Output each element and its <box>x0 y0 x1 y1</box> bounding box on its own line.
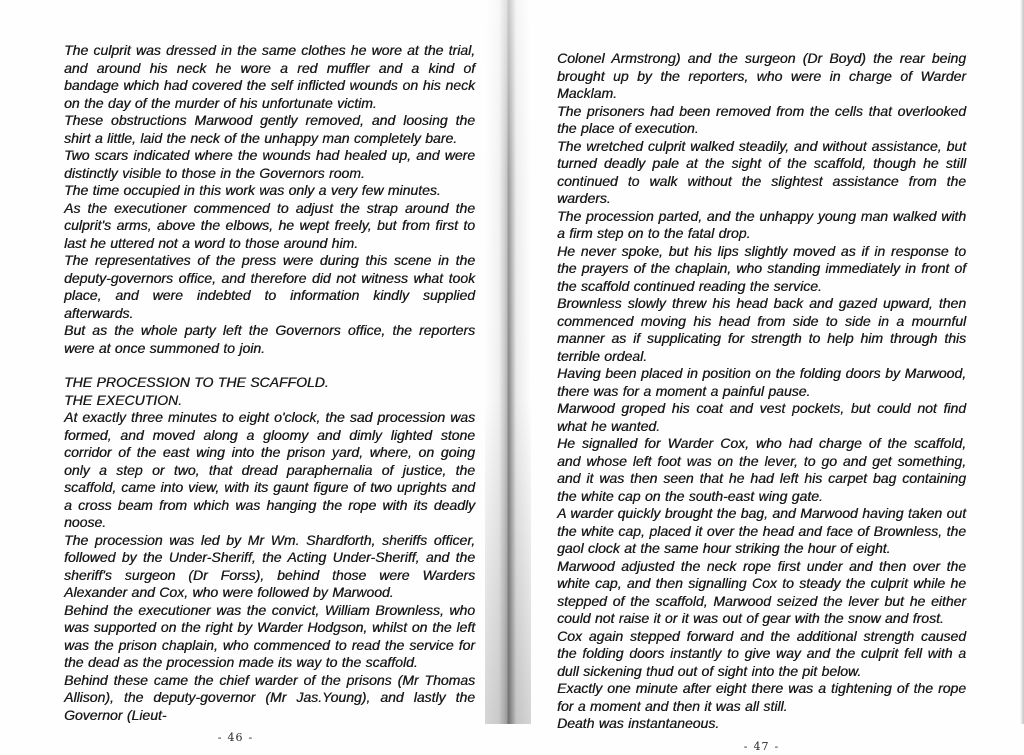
paragraph: Cox again stepped forward and the additional strength caused the folding doors instantly to give way and the culprit fell with a dull sickening thud out of sight into the pit below. <box>557 628 966 681</box>
paragraph: A warder quickly brought the bag, and Marwood having taken out the white cap, placed it over the head and face of Brownless, the gaol clock at the same hour striking the hour of eight. <box>557 505 966 558</box>
paragraph: The prisoners had been removed from the cells that overlooked the place of execution. <box>557 103 966 138</box>
paragraph: Death was instantaneous. <box>557 715 966 733</box>
paragraph: Having been placed in position on the folding doors by Marwood, there was for a moment a painful pause. <box>557 365 966 400</box>
paragraph: The time occupied in this work was only a very few minutes. <box>64 182 475 200</box>
section-heading-line1: THE PROCESSION TO THE SCAFFOLD. <box>64 374 475 392</box>
paragraph: Marwood groped his coat and vest pockets, but could not find what he wanted. <box>557 400 966 435</box>
section-heading-line2: THE EXECUTION. <box>64 392 475 410</box>
paragraph: The culprit was dressed in the same clothes he wore at the trial, and around his neck he wore a red muffler and a kind of bandage which had covered the self inflicted wounds on his neck on the day of the murder of his unfortunate victim. <box>64 42 475 112</box>
right-page <box>557 50 966 755</box>
paragraph: He signalled for Warder Cox, who had charge of the scaffold, and whose left foot was on the lever, to go and get something, and it was then seen that he had left his carpet bag containing the white cap on the south-east wing gate. <box>557 435 966 505</box>
book-binding-gutter <box>485 0 531 724</box>
paragraph: The procession parted, and the unhappy young man walked with a firm step on to the fatal drop. <box>557 208 966 243</box>
paragraph: These obstructions Marwood gently removed, and loosing the shirt a little, laid the neck of the unhappy man completely bare. <box>64 112 475 147</box>
paragraph: He never spoke, but his lips slightly moved as if in response to the prayers of the chaplain, who standing immediately in front of the scaffold continued reading the service. <box>557 243 966 296</box>
paragraph: Marwood adjusted the neck rope first under and then over the white cap, and then signalling Cox to steady the culprit while he stepped of the scaffold, Marwood seized the lever but he either could not raise it or it was out of gear with the snow and frost. <box>557 558 966 628</box>
page-number-right: - 47 - <box>557 738 966 755</box>
left-page <box>64 42 475 747</box>
paragraph: At exactly three minutes to eight o'clock, the sad procession was formed, and moved along a gloomy and dimly lighted stone corridor of the east wing into the prison yard, where, on going only a step or two, that dread paraphernalia of justice, the scaffold, came into view, with its gaunt figure of two uprights and a cross beam from which was hanging the rope with its deadly noose. <box>64 409 475 532</box>
paragraph: The procession was led by Mr Wm. Shardforth, sheriffs officer, followed by the Under-Sheriff, the Acting Under-Sheriff, and the sheriff's surgeon (Dr Forss), behind those were Warders Alexander and Cox, who were followed by Marwood. <box>64 532 475 602</box>
paragraph: As the executioner commenced to adjust the strap around the culprit's arms, above the elbows, he wept freely, but from first to last he uttered not a word to those around him. <box>64 200 475 253</box>
paragraph: Exactly one minute after eight there was a tightening of the rope for a moment and then it was all still. <box>557 680 966 715</box>
page-number-left: - 46 - <box>30 729 441 747</box>
paragraph: Brownless slowly threw his head back and gazed upward, then commenced moving his head from side to side in a mournful manner as if supplicating for strength to help him through this terrible ordeal. <box>557 295 966 365</box>
paragraph: Behind these came the chief warder of the prisons (Mr Thomas Allison), the deputy-governor (Mr Jas.Young), and lastly the Governor (Lieut- <box>64 672 475 725</box>
paragraph: Behind the executioner was the convict, William Brownless, who was supported on the right by Warder Hodgson, whilst on the left was the prison chaplain, who commenced to read the service for the dead as the procession made its way to the scaffold. <box>64 602 475 672</box>
page-right-edge-shadow <box>1020 0 1024 724</box>
paragraph: Colonel Armstrong) and the surgeon (Dr Boyd) the rear being brought up by the reporters, who were in charge of Warder Macklam. <box>557 50 966 103</box>
paragraph: The representatives of the press were during this scene in the deputy-governors office, and therefore did not witness what took place, and were indebted to information kindly supplied afterwards. <box>64 252 475 322</box>
paragraph: The wretched culprit walked steadily, and without assistance, but turned deadly pale at the sight of the scaffold, though he still continued to walk without the slightest assistance from the warders. <box>557 138 966 208</box>
paragraph: Two scars indicated where the wounds had healed up, and were distinctly visible to those in the Governors room. <box>64 147 475 182</box>
paragraph: But as the whole party left the Governors office, the reporters were at once summoned to join. <box>64 322 475 357</box>
